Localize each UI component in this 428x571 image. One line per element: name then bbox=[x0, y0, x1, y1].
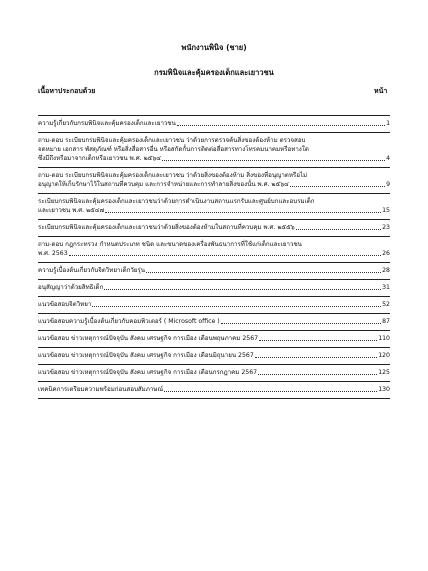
toc-page-number: 23 bbox=[382, 224, 390, 231]
divider-line bbox=[38, 313, 390, 314]
toc-entry-text: และเยาวชน พ.ศ. ๒๕๔๗ bbox=[38, 207, 105, 214]
toc-page-number: 1 bbox=[386, 120, 390, 127]
toc-entry bbox=[38, 119, 390, 128]
dot-leader bbox=[296, 229, 381, 230]
toc-entry-text: ระเบียบกรมพินิจและคุ้มครองเด็กและเยาวชนว่าด้วยการดำเนินงานสถานแรกรับและศูนย์บกและอบรมเด็ก bbox=[38, 198, 315, 205]
toc-entry bbox=[38, 351, 390, 360]
toc-page-number: 130 bbox=[378, 386, 390, 393]
toc-entry bbox=[38, 300, 390, 309]
dot-leader bbox=[177, 125, 385, 126]
toc-entry-text: ถาม-ตอบ กฎกระทรวง กำหนดประเภท ชนิด และขนาดของเครื่องพันธนาการที่ใช้แก่เด็กและเยาวชน bbox=[38, 241, 302, 248]
dot-leader bbox=[92, 306, 381, 307]
dot-leader bbox=[162, 160, 385, 161]
divider-line bbox=[38, 381, 390, 382]
toc-entry-text: ความรู้เบื้องต้นเกี่ยวกับจิตวิทยาเด็กวัยรุ่น bbox=[38, 267, 145, 274]
toc-page-number: 15 bbox=[382, 207, 390, 214]
toc-page-number: 87 bbox=[382, 318, 390, 325]
toc-entry-text: แนวข้อสอบ ข่าวเหตุการณ์ปัจจุบัน สังคม เศรษฐกิจ การเมือง เดือนพฤษภาคม 2567 bbox=[38, 335, 259, 342]
dot-leader bbox=[259, 340, 377, 341]
contents-label: เนื้อหาประกอบด้วย bbox=[38, 87, 96, 95]
toc-page-number: 26 bbox=[382, 250, 390, 257]
toc-page-number: 28 bbox=[382, 267, 390, 274]
toc-page-number: 31 bbox=[382, 284, 390, 291]
toc-entry bbox=[38, 197, 390, 215]
toc-entry-text: แนวข้อสอบ ข่าวเหตุการณ์ปัจจุบัน สังคม เศรษฐกิจ การเมือง เดือนกรกฎาคม 2567 bbox=[38, 369, 258, 376]
toc-entry bbox=[38, 283, 390, 292]
dot-leader bbox=[69, 255, 381, 256]
toc-entry-text: แนวข้อสอบ ข่าวเหตุการณ์ปัจจุบัน สังคม เศรษฐกิจ การเมือง เดือนมิถุนายน 2567 bbox=[38, 352, 254, 359]
divider-line bbox=[38, 296, 390, 297]
divider-line bbox=[38, 115, 390, 116]
divider-line bbox=[38, 132, 390, 133]
toc-page-number: 125 bbox=[378, 369, 390, 376]
toc-entry bbox=[38, 334, 390, 343]
divider-line bbox=[38, 347, 390, 348]
toc-entry bbox=[38, 266, 390, 275]
dot-leader bbox=[164, 391, 377, 392]
toc-entry-text: พ.ศ. 2563 bbox=[38, 250, 68, 257]
toc-entry-text: อนุญาตให้เก็บรักษาไว้ในสถานที่ควบคุม และการจำหน่ายและการทำลายสิ่งของนั้น พ.ศ. ๒๕๖๔ bbox=[38, 181, 289, 188]
toc-page-number: 9 bbox=[386, 181, 390, 188]
toc-entry bbox=[38, 171, 390, 189]
page-column-label: หน้า bbox=[374, 87, 388, 95]
divider-line bbox=[38, 193, 390, 194]
dot-leader bbox=[221, 323, 381, 324]
divider-line bbox=[38, 330, 390, 331]
dot-leader bbox=[290, 186, 385, 187]
toc-entry-text: อนุสัญญาว่าด้วยสิทธิเด็ก bbox=[38, 284, 104, 291]
toc-entry-text: ถาม-ตอบ ระเบียบกรมพินิจและคุ้มครองเด็กและเยาวชน ว่าด้วยการตรวจค้นสิ่งของต้องห้าม ตรวจสอบ bbox=[38, 137, 306, 144]
toc-page-number: 110 bbox=[378, 335, 390, 342]
dot-leader bbox=[258, 374, 377, 375]
toc-entry bbox=[38, 223, 390, 232]
toc-page-number: 4 bbox=[386, 155, 390, 162]
divider-line bbox=[38, 279, 390, 280]
toc-entry bbox=[38, 136, 390, 163]
toc-page-number: 120 bbox=[378, 352, 390, 359]
toc-entry-text: ระเบียบกรมพินิจและคุ้มครองเด็กและเยาวชนว่าด้วยสิ่งของต้องห้ามในสถานที่ควบคุม พ.ศ. ๒๕๕๖ bbox=[38, 224, 295, 231]
dot-leader bbox=[255, 357, 377, 358]
toc-entry-text: เทคนิคการเตรียมความพร้อมก่อนสอบสัมภาษณ์ bbox=[38, 386, 164, 393]
toc-entry-text: ความรู้เกี่ยวกับกรมพินิจและคุ้มครองเด็กและเยาวชน bbox=[38, 120, 176, 127]
divider-line bbox=[38, 262, 390, 263]
dot-leader bbox=[105, 212, 381, 213]
toc-entry bbox=[38, 240, 390, 258]
toc-entry-text: แนวข้อสอบจิตวิทยา bbox=[38, 301, 92, 308]
toc-entry bbox=[38, 385, 390, 394]
dot-leader bbox=[104, 289, 381, 290]
divider-line bbox=[38, 236, 390, 237]
toc-entry bbox=[38, 368, 390, 377]
document-subtitle: กรมพินิจและคุ้มครองเด็กและเยาวชน bbox=[154, 68, 274, 77]
divider-line bbox=[38, 219, 390, 220]
toc-page-number: 52 bbox=[382, 301, 390, 308]
toc-entry-text: แนวข้อสอบความรู้เบื้องต้นเกี่ยวกับคอมพิวเตอร์ ( Microsoft office ) bbox=[38, 318, 220, 325]
document-title: พนักงานพินิจ (ชาย) bbox=[181, 43, 247, 52]
divider-line bbox=[38, 364, 390, 365]
toc-entry-text: ซึ่งมีถึงหรือมาจากเด็กหรือเยาวชน พ.ศ. ๒๕๖๔ bbox=[38, 155, 161, 162]
divider-line bbox=[38, 167, 390, 168]
toc-entry-text: จดหมาย เอกสาร พัสดุภัณฑ์ หรือสิ่งสื่อสารอื่น หรือสกัดกั้นการติดต่อสื่อสารทางโทรคมนาคมหรือทางใด bbox=[38, 146, 309, 153]
toc-entry-text: ถาม-ตอบ ระเบียบกรมพินิจและคุ้มครองเด็กและเยาวชน ว่าด้วยสิ่งของต้องห้าม สิ่งของที่อนุญาตหรือไม่ bbox=[38, 172, 308, 179]
dot-leader bbox=[146, 272, 381, 273]
divider-line bbox=[38, 398, 390, 399]
toc-entry bbox=[38, 317, 390, 326]
